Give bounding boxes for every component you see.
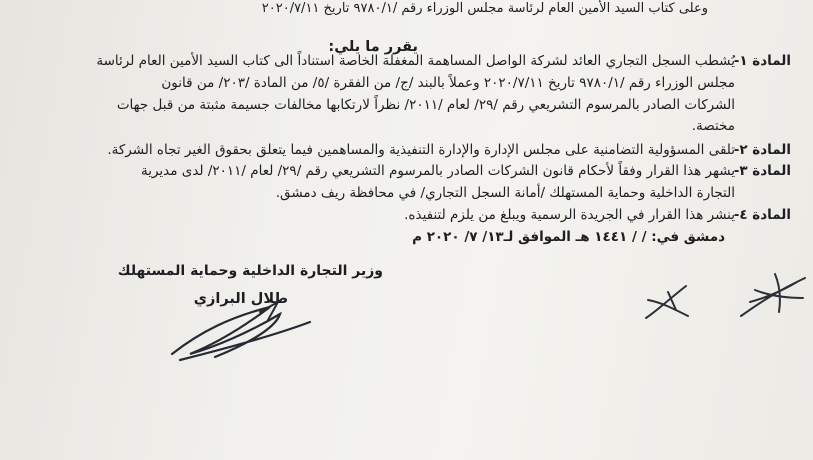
decides-heading: يقرر ما يلي: (328, 39, 418, 55)
article-2-line-1: تلقى المسؤولية التضامنية على مجلس الإدارة والإدارة التنفيذية والمساهمين فيما يتعلق بحقوق الغير تجاه الشركة. (107, 142, 735, 158)
date-line: دمشق في: / / ١٤٤١ هـ الموافق لـ١٣/ ٧/ ٢٠٢٠ م (412, 229, 725, 245)
article-1-line-3: الشركات الصادر بالمرسوم التشريعي رقم /٢٩/ لعام /٢٠١١/ نظراً لارتكابها مخالفات جسيمة مثبتة من قبل جهات (116, 97, 735, 113)
intro-line: وعلى كتاب السيد الأمين العام لرئاسة مجلس الوزراء رقم /٩٧٨٠/١ تاريخ ٢٠٢٠/٧/١١ (261, 1, 708, 16)
article-1-line-2: مجلس الوزراء رقم /٩٧٨٠/١ تاريخ ٢٠٢٠/٧/١١ وعملاً بالبند /ج/ من الفقرة /٥/ من المادة /٢٠٣/ من قانون (161, 75, 735, 91)
article-4-label: المادة ٤- (733, 207, 791, 223)
article-4-line-1: ينشر هذا القرار في الجريدة الرسمية ويبلغ من يلزم لتنفيذه. (404, 207, 735, 223)
article-3-line-1: يشهر هذا القرار وفقاً لأحكام قانون الشركات الصادر بالمرسوم التشريعي رقم /٢٩/ لعام /٢٠١١/ لدى مديرية (140, 163, 735, 179)
article-1-line-4: مختصة. (691, 118, 735, 134)
article-3-line-2: التجارة الداخلية وحماية المستهلك /أمانة السجل التجاري/ في محافظة ريف دمشق. (275, 185, 735, 201)
article-1-label: المادة ١- (733, 53, 791, 69)
minister-signature (160, 292, 320, 372)
article-1-line-1: يُشطب السجل التجاري العائد لشركة الواصل المساهمة المغفلة الخاصة استناداً الى كتاب السيد الأمين العام لرئاسة (96, 53, 735, 69)
article-3-label: المادة ٣- (733, 163, 791, 179)
article-2-label: المادة ٢- (733, 142, 791, 158)
minister-title: وزير التجارة الداخلية وحماية المستهلك (117, 263, 383, 279)
initials-signature-1 (638, 280, 698, 325)
initials-signature-2 (735, 268, 810, 323)
minister-name: طلال البرازي (193, 291, 288, 307)
